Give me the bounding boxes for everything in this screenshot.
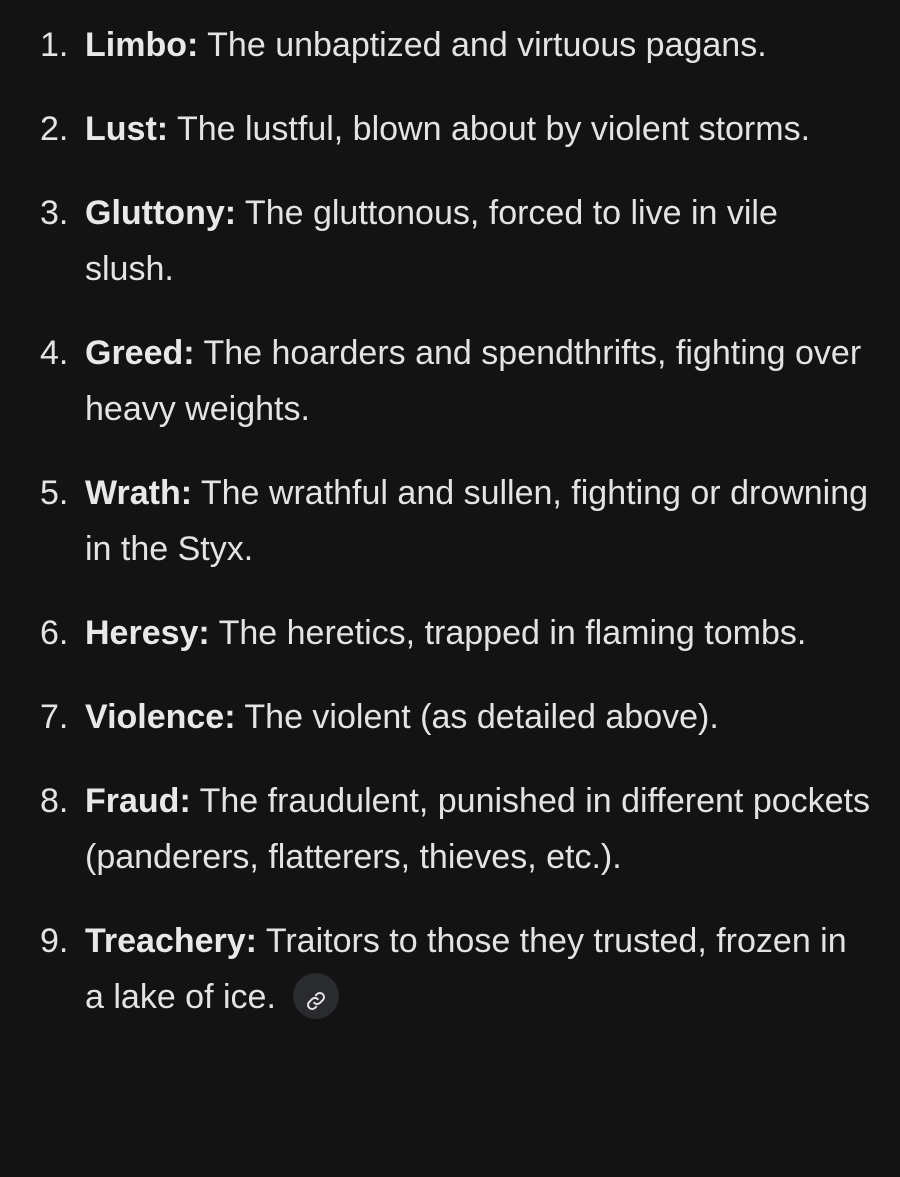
- item-term: Greed:: [85, 334, 195, 372]
- item-number: 2.: [40, 110, 69, 148]
- item-number: 1.: [40, 26, 69, 64]
- item-term: Lust:: [85, 110, 169, 148]
- item-number: 3.: [40, 194, 69, 232]
- item-term: Violence:: [85, 698, 236, 736]
- list-item: [0, 605, 900, 661]
- list-item: [0, 325, 900, 437]
- item-term: Treachery:: [85, 922, 257, 960]
- list-item: [0, 17, 900, 73]
- item-term: Heresy:: [85, 614, 210, 652]
- source-link-button[interactable]: [293, 973, 339, 1019]
- item-number: 9.: [40, 922, 69, 960]
- list-item: [0, 689, 900, 745]
- list-item: [0, 913, 900, 1025]
- item-term: Wrath:: [85, 474, 193, 512]
- list-item: [0, 773, 900, 885]
- item-number: 7.: [40, 698, 69, 736]
- item-number: 8.: [40, 782, 69, 820]
- list-item: [0, 465, 900, 577]
- item-description: The lustful, blown about by violent storms.: [176, 110, 811, 148]
- item-term: Limbo:: [85, 26, 199, 64]
- item-description: The unbaptized and virtuous pagans.: [207, 26, 767, 64]
- item-term: Gluttony:: [85, 194, 237, 232]
- item-description: The violent (as detailed above).: [244, 698, 719, 736]
- list-item: [0, 185, 900, 297]
- item-description: The hoarders and spendthrifts, fighting over heavy weights.: [85, 334, 862, 428]
- item-number: 5.: [40, 474, 69, 512]
- item-term: Fraud:: [85, 782, 191, 820]
- item-number: 4.: [40, 334, 69, 372]
- item-description: Traitors to those they trusted, frozen in a lake of ice.: [85, 922, 847, 1016]
- item-description: The heretics, trapped in flaming tombs.: [218, 614, 807, 652]
- item-description: The fraudulent, punished in different pockets (panderers, flatterers, thieves, etc.).: [85, 782, 870, 876]
- item-description: The wrathful and sullen, fighting or drowning in the Styx.: [85, 474, 869, 568]
- list-item: [0, 101, 900, 157]
- link-icon: [305, 990, 327, 1012]
- item-number: 6.: [40, 614, 69, 652]
- item-description: The gluttonous, forced to live in vile slush.: [85, 194, 778, 288]
